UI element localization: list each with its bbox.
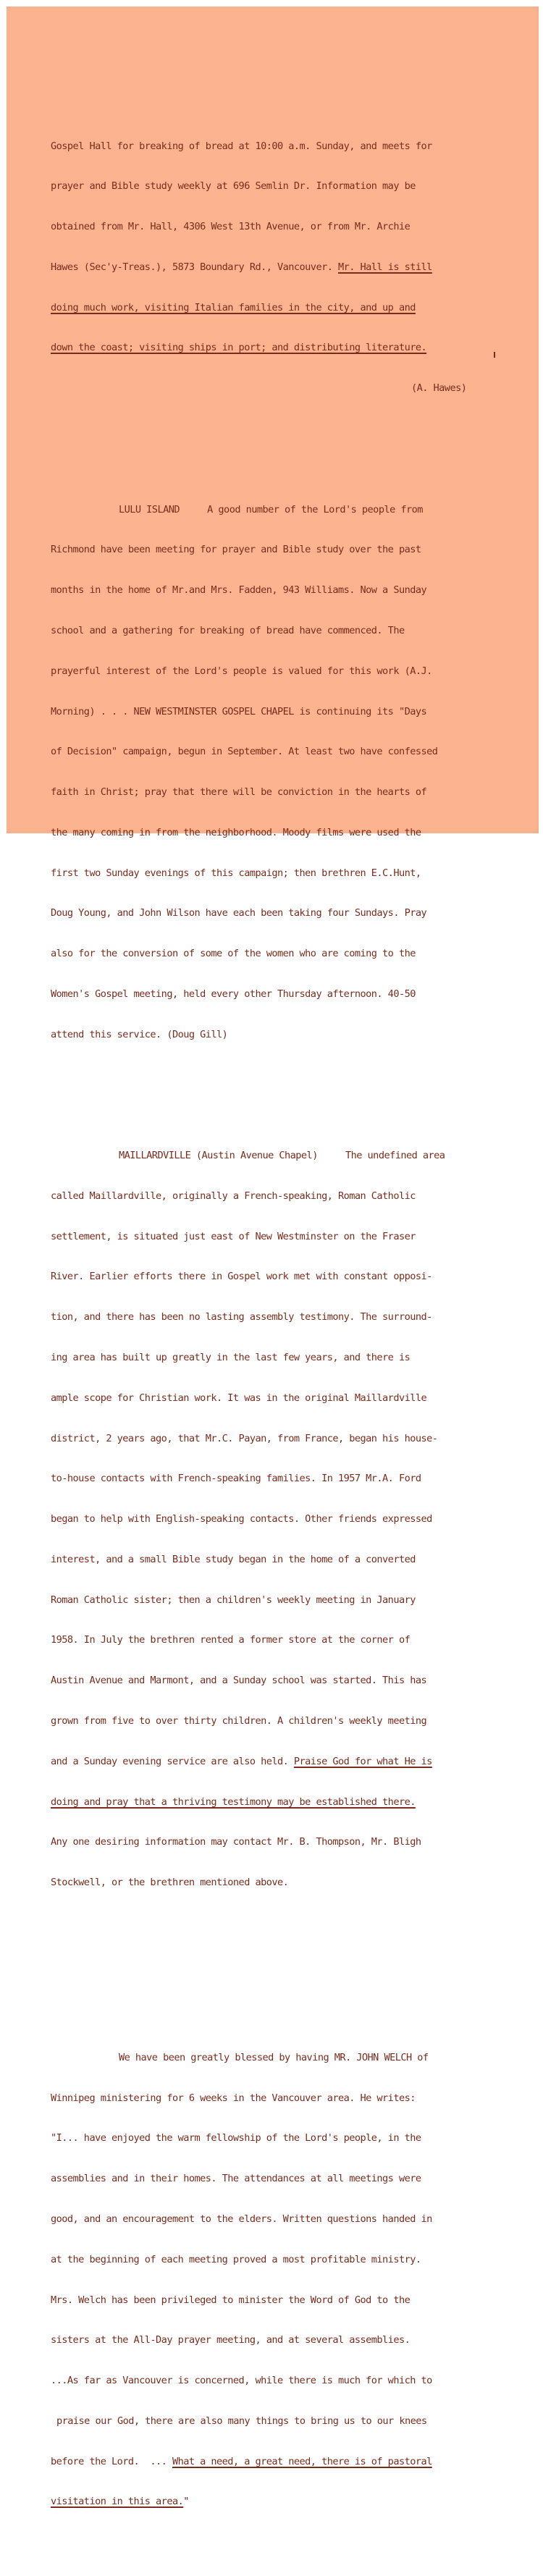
text-line: school and a gathering for breaking of bread have commenced. The <box>51 624 405 636</box>
section-heading: LULU ISLAND <box>119 503 180 515</box>
text-span: and a Sunday evening service are also held. <box>51 1755 294 1767</box>
text-line: to-house contacts with French-speaking families. In 1957 Mr.A. Ford <box>51 1473 421 1485</box>
text-line <box>51 2495 529 2509</box>
text-line: Roman Catholic sister; then a children's weekly meeting in January <box>51 1594 416 1606</box>
text-line: at the beginning of each meeting proved a most profitable ministry. <box>51 2253 421 2265</box>
underlined-emphasis: down the coast; visiting ships in port; and distributing literature. <box>51 342 427 354</box>
text-line: Gospel Hall for breaking of bread at 10:00 a.m. Sunday, and meets for <box>51 140 432 152</box>
text-line: Any one desiring information may contact Mr. B. Thompson, Mr. Bligh <box>51 1836 421 1848</box>
text-line: Stockwell, or the brethren mentioned above. <box>51 1877 289 1889</box>
blank-line <box>51 1957 529 1971</box>
text-line: the many coming in from the neighborhood. Moody films were used the <box>51 826 421 838</box>
section-john-welch <box>51 2024 529 2536</box>
text-line: grown from five to over thirty children. A children's weekly meeting <box>51 1715 427 1727</box>
text-line: also for the conversion of some of the women who are coming to the <box>51 948 416 960</box>
text-line: good, and an encouragement to the elders. Written questions handed in <box>51 2213 432 2225</box>
underlined-emphasis: What a need, a great need, there is of pastoral <box>172 2455 432 2467</box>
text-line: called Maillardville, originally a French-speaking, Roman Catholic <box>51 1190 416 1202</box>
text-line: We have been greatly blessed by having MR. JOHN WELCH of <box>119 2051 429 2063</box>
underlined-emphasis: doing much work, visiting Italian families in the city, and up and <box>51 301 416 313</box>
section-vancouver-gospel-hall <box>51 112 529 422</box>
text-line: attend this service. (Doug Gill) <box>51 1028 228 1040</box>
underlined-emphasis: Mr. Hall is still <box>337 261 432 273</box>
underlined-emphasis: Praise God for what He is <box>293 1755 432 1767</box>
underline-tick-mark <box>494 352 495 358</box>
section-maillardville <box>51 1122 529 1916</box>
underlined-emphasis: doing and pray that a thriving testimony may be established there. <box>51 1796 416 1808</box>
text-line: Richmond have been meeting for prayer and Bible study over the past <box>51 544 421 556</box>
text-line: River. Earlier efforts there in Gospel work met with constant opposi- <box>51 1271 432 1283</box>
text-line <box>51 1796 529 1809</box>
typewritten-page <box>7 7 539 2508</box>
text-span: " <box>183 2496 189 2508</box>
text-line: Women's Gospel meeting, held every other Thursday afternoon. 40-50 <box>51 988 416 1000</box>
text-line: Winnipeg ministering for 6 weeks in the Vancouver area. He writes: <box>51 2092 416 2104</box>
text-line: prayer and Bible study weekly at 696 Semlin Dr. Information may be <box>51 180 416 193</box>
text-line: obtained from Mr. Hall, 4306 West 13th Avenue, or from Mr. Archie <box>51 221 411 233</box>
text-line: ing area has built up greatly in the last few years, and there is <box>51 1352 411 1363</box>
text-line: tion, and there has been no lasting assembly testimony. The surround- <box>51 1311 432 1323</box>
text-line: ...As far as Vancouver is concerned, while there is much for which to <box>51 2375 432 2387</box>
text-line: prayerful interest of the Lord's people is valued for this work (A.J. <box>51 665 432 677</box>
text-line: Mrs. Welch has been privileged to minister the Word of God to the <box>51 2294 411 2306</box>
text-line <box>51 261 529 274</box>
text-line: months in the home of Mr.and Mrs. Fadden, 943 Williams. Now a Sunday <box>51 584 427 597</box>
text-line: ample scope for Christian work. It was in the original Maillardville <box>51 1392 427 1404</box>
text-line: settlement, is situated just east of New Westminster on the Fraser <box>51 1230 416 1242</box>
text-line: faith in Christ; pray that there will be conviction in the hearts of <box>51 786 427 799</box>
text-line <box>51 2455 529 2469</box>
text-line: assemblies and in their homes. The attendances at all meetings were <box>51 2173 421 2185</box>
text-line: interest, and a small Bible study began in the home of a converted <box>51 1553 416 1565</box>
text-line: of Decision" campaign, begun in September. At least two have confessed <box>51 746 438 758</box>
text-line: Doug Young, and John Wilson have each been taking four Sundays. Pray <box>51 907 427 919</box>
text-line <box>51 1755 529 1769</box>
text-line: began to help with English-speaking contacts. Other friends expressed <box>51 1513 432 1525</box>
text-line: first two Sunday evenings of this campaign; then brethren E.C.Hunt, <box>51 867 421 879</box>
text-line: Austin Avenue and Marmont, and a Sunday school was started. This has <box>51 1675 427 1687</box>
signoff: (A. Hawes) <box>411 382 467 395</box>
text-line: "I... have enjoyed the warm fellowship of the Lord's people, in the <box>51 2132 421 2144</box>
text-line: 1958. In July the brethren rented a former store at the corner of <box>51 1634 411 1646</box>
underlined-emphasis: visitation in this area. <box>51 2496 184 2508</box>
text-line: Morning) . . . NEW WESTMINSTER GOSPEL CHAPEL is continuing its "Days <box>51 705 427 717</box>
text-line: sisters at the All-Day prayer meeting, and at several assemblies. <box>51 2334 411 2346</box>
text-line <box>51 1149 529 1163</box>
page-body-text <box>51 59 529 2576</box>
text-span: before the Lord. ... <box>51 2455 172 2467</box>
text-line: praise our God, there are also many things to bring us to our knees <box>56 2415 427 2427</box>
section-lulu-island <box>51 476 529 1068</box>
text-span: The undefined area <box>345 1150 445 1162</box>
section-heading: MAILLARDVILLE (Austin Avenue Chapel) <box>119 1150 318 1162</box>
text-span: Hawes (Sec'y-Treas.), 5873 Boundary Rd., Vancouver. <box>51 261 338 273</box>
text-span: A good number of the Lord's people from <box>207 503 423 515</box>
text-line <box>51 301 529 315</box>
text-line <box>51 503 529 517</box>
text-line: district, 2 years ago, that Mr.C. Payan, from France, began his house- <box>51 1432 438 1444</box>
text-line <box>51 341 529 355</box>
